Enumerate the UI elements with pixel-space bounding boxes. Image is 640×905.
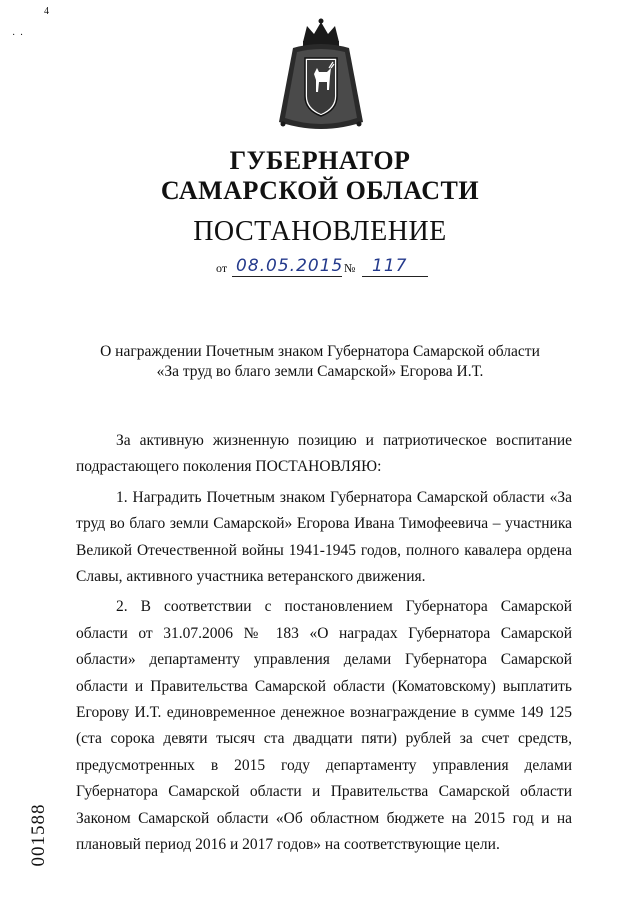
number-value: 117 [372, 256, 408, 276]
samara-coat-of-arms-icon [273, 18, 369, 134]
number-label: № [344, 261, 356, 275]
archive-stamp-number [18, 790, 58, 880]
org-title-line2: САМАРСКОЙ ОБЛАСТИ [160, 176, 480, 205]
date-number-line [216, 254, 436, 280]
corner-page-mark: 4 [44, 6, 49, 17]
date-label: от [216, 261, 228, 275]
subject-line1: О награждении Почетным знаком Губернатора Самарской области [100, 343, 540, 360]
document-type-title: ПОСТАНОВЛЕНИЕ [193, 216, 447, 247]
stamp-number-text: 001588 [28, 803, 49, 867]
body-paragraph-preamble: За активную жизненную позицию и патриотическое воспитание подрастающего поколения ПОСТАНОВЛЯЮ: [76, 432, 572, 476]
subject-line2: «За труд во благо земли Самарской» Егорова И.Т. [156, 363, 484, 380]
document-body [76, 428, 572, 859]
corner-scan-dots: · · [12, 30, 25, 41]
body-paragraph-item1: 1. Наградить Почетным знаком Губернатора Самарской области «За труд во благо земли Самарской» Егорова Ивана Тимофеевича – участника Великой Отечественной войны 1941-1945 годов, полного кавалера ордена Славы, активного участника ветеранского движения. [76, 488, 572, 586]
org-title-line1: ГУБЕРНАТОР [229, 146, 411, 175]
body-paragraph-item2: 2. В соответствии с постановлением Губернатора Самарской области от 31.07.2006 № 183 «О наградах Губернатора Самарской области» департаменту управления делами Губернатора Самарской области и Правительства Самарской области (Коматовскому) выплатить Егорову И.Т. единовременное денежное вознаграждение в сумме 149 125 (ста сорока девяти тысяч ста двадцати пяти) рублей за счет средств, предусмотренных в 2015 году департаменту управления делами Губернатора Самарской области и Правительства Самарской области Законом Самарской области «Об областном бюджете на 2015 год и на плановый период 2016 и 2017 годов» на соответствующие цели. [76, 598, 572, 854]
date-value: 08.05.2015 [236, 256, 344, 276]
